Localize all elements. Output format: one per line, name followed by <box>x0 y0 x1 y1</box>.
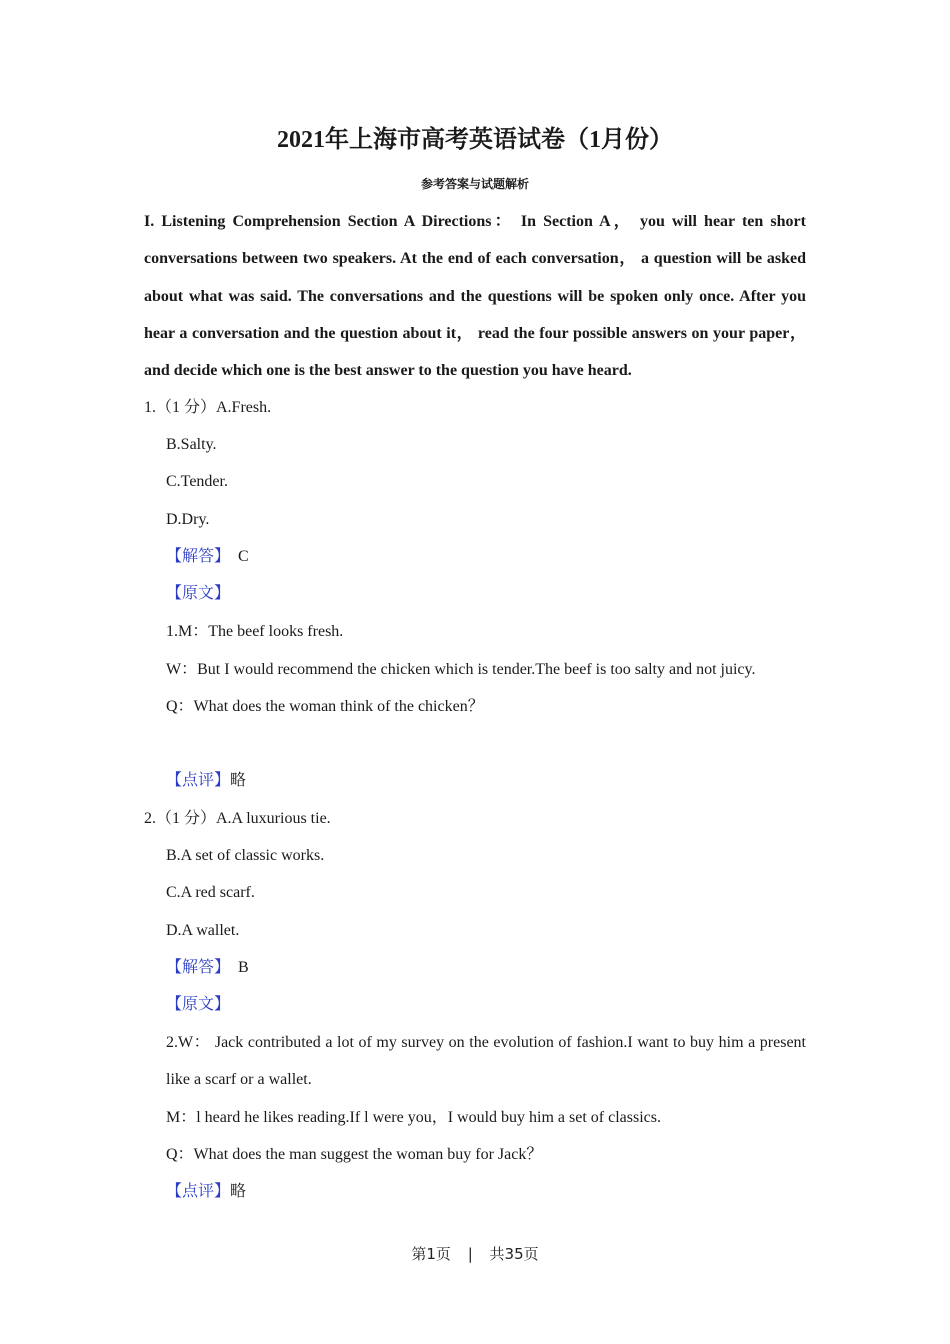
question-1-option-b: B.Salty. <box>166 436 217 453</box>
answer-tag: 【解答】 <box>166 548 231 565</box>
question-1-option-d: D.Dry. <box>166 511 210 528</box>
question-2-transcript-line: 2.W： Jack contributed a lot of my survey on the evolution of fashion.I want to buy him a present like a scarf or a wallet. <box>166 1034 806 1089</box>
answer-tag: 【解答】 <box>166 959 231 976</box>
question-1-transcript-line: Q：What does the woman think of the chicken？ <box>166 698 484 715</box>
question-2-stem: 2.（1 分）A.A luxurious tie. <box>144 810 331 827</box>
comment-value: 略 <box>230 1183 247 1200</box>
current-page-label: 第1页 <box>411 1245 451 1263</box>
directions-paragraph: I. Listening Comprehension Section A Directions： In Section A， you will hear ten short conversations between two speakers. At the end of each conversation， a question will be asked about what was said. The conversations and the questions will be spoken only once. After you hear a conversation and the question about it， read the four possible answers on your paper， and decide which one is the best answer to the question you have heard. <box>144 213 806 380</box>
question-2-option-d: D.A wallet. <box>166 922 240 939</box>
question-1-transcript-line: W：But I would recommend the chicken which is tender.The beef is too salty and not juicy. <box>166 661 756 678</box>
answer-value: B <box>238 959 249 976</box>
question-1-option-c: C.Tender. <box>166 473 228 490</box>
answer-value: C <box>238 548 249 565</box>
question-2-option-b: B.A set of classic works. <box>166 847 325 864</box>
question-2-comment <box>166 1181 246 1203</box>
comment-value: 略 <box>230 772 247 789</box>
footer-separator: | <box>467 1245 473 1263</box>
page-footer <box>0 1243 950 1265</box>
question-2-original-tag <box>166 994 230 1016</box>
question-1-answer <box>166 546 249 568</box>
original-tag: 【原文】 <box>166 996 231 1013</box>
question-2-option-c: C.A red scarf. <box>166 884 255 901</box>
original-tag: 【原文】 <box>166 585 231 602</box>
total-pages-label: 共35页 <box>489 1245 539 1263</box>
question-2-answer <box>166 957 249 979</box>
comment-tag: 【点评】 <box>166 772 231 789</box>
comment-tag: 【点评】 <box>166 1183 231 1200</box>
question-1-comment <box>166 770 246 792</box>
question-2-transcript-line: M：l heard he likes reading.If l were you，I would buy him a set of classics. <box>166 1109 661 1126</box>
question-1-transcript-line: 1.M：The beef looks fresh. <box>166 623 344 640</box>
page-title: 2021年上海市高考英语试卷（1月份） <box>277 127 673 153</box>
page-subtitle: 参考答案与试题解析 <box>420 177 529 191</box>
question-1-stem: 1.（1 分）A.Fresh. <box>144 399 272 416</box>
question-2-transcript-line: Q：What does the man suggest the woman buy for Jack？ <box>166 1146 543 1163</box>
question-1-original-tag <box>166 583 230 605</box>
